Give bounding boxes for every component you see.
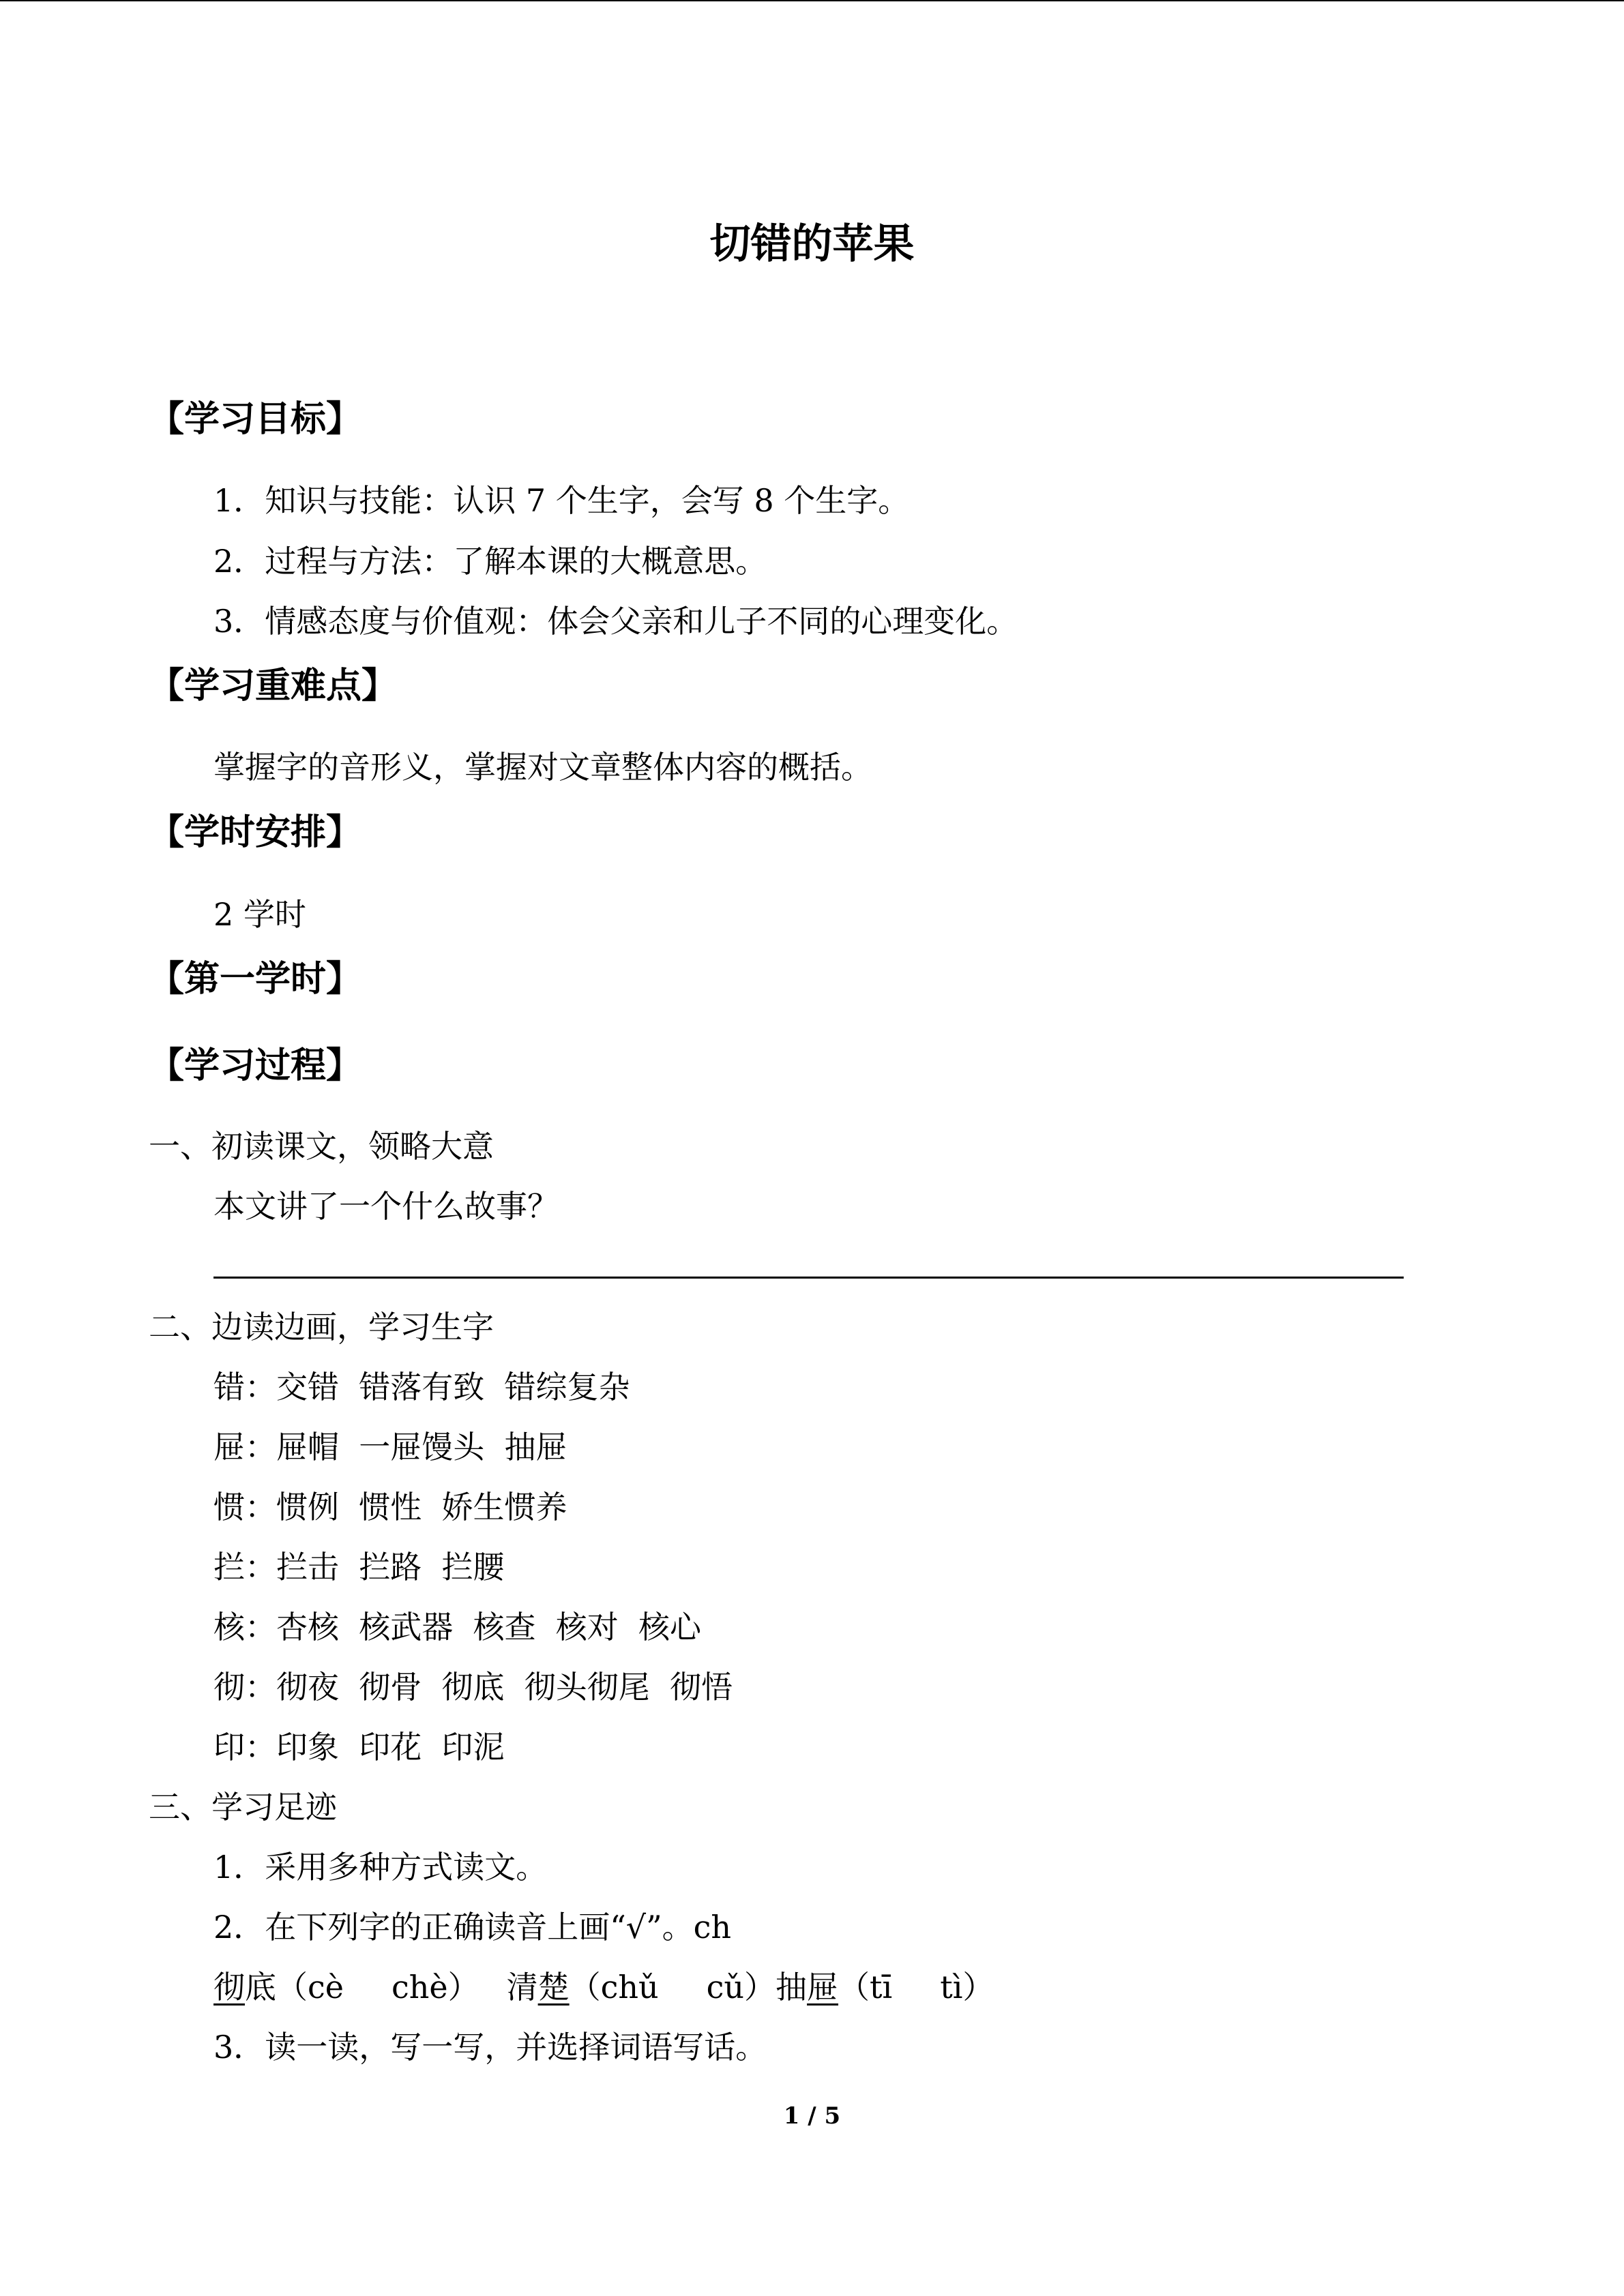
- goal-item-2: 2．过程与方法：了解本课的大概意思。: [213, 543, 767, 580]
- schedule-text: 2 学时: [213, 896, 306, 933]
- word-row-ti: 屉：屉帽 一屉馒头 抽屉: [213, 1429, 567, 1465]
- word-row-lan: 拦：拦击 拦路 拦腰: [213, 1549, 505, 1585]
- word-row-he: 核：杏核 核武器 核查 核对 核心: [213, 1609, 701, 1645]
- word-qing: 清: [506, 1969, 538, 2006]
- pinyin-2a: （chǔ: [569, 1969, 659, 2006]
- key-points-text: 掌握字的音形义，掌握对文章整体内容的概括。: [213, 749, 872, 786]
- pinyin-3a: （tī: [838, 1969, 893, 2006]
- page-number: 1 / 5: [783, 2102, 841, 2130]
- part1-title: 一、初读课文，领略大意: [149, 1128, 494, 1165]
- pinyin-1b: chè）: [392, 1969, 479, 2006]
- top-border: [0, 0, 1624, 1]
- word-row-cuo: 错：交错 错落有致 错综复杂: [213, 1369, 630, 1405]
- key-points-heading: 【学习重难点】: [149, 666, 398, 706]
- pinyin-2b: cǔ）抽: [706, 1969, 808, 2006]
- word-row-yin: 印：印象 印花 印泥: [213, 1729, 505, 1765]
- part3-item-3: 3．读一读，写一写，并选择词语写话。: [213, 2029, 767, 2066]
- underlined-char-chu: 楚: [537, 1969, 570, 2006]
- pinyin-1a: 底（cè: [245, 1969, 344, 2006]
- schedule-heading: 【学时安排】: [149, 812, 362, 853]
- part3-item-2: 2．在下列字的正确读音上画“√”。ch: [213, 1909, 731, 1945]
- first-period-heading: 【第一学时】: [149, 959, 362, 1000]
- underlined-char-che: 彻: [213, 1969, 245, 2006]
- part2-title: 二、边读边画，学习生字: [149, 1309, 494, 1345]
- goals-heading: 【学习目标】: [149, 399, 362, 440]
- part3-title: 三、学习足迹: [149, 1789, 337, 1825]
- pinyin-line: [213, 1963, 994, 2008]
- part3-item-1: 1．采用多种方式读文。: [213, 1849, 548, 1885]
- part1-question: 本文讲了一个什么故事？: [213, 1188, 559, 1225]
- page-title: 切错的苹果: [709, 220, 915, 268]
- process-heading: 【学习过程】: [149, 1045, 362, 1086]
- pinyin-3b: tì）: [940, 1969, 994, 2006]
- word-row-che: 彻：彻夜 彻骨 彻底 彻头彻尾 彻悟: [213, 1669, 733, 1705]
- goal-item-1: 1．知识与技能：认识 7 个生字，会写 8 个生字。: [213, 482, 910, 519]
- underlined-char-ti: 屉: [807, 1969, 839, 2006]
- goal-item-3: 3．情感态度与价值观：体会父亲和儿子不同的心理变化。: [213, 603, 1018, 640]
- answer-line: [213, 1277, 1404, 1279]
- word-row-guan: 惯：惯例 惯性 娇生惯养: [213, 1489, 567, 1525]
